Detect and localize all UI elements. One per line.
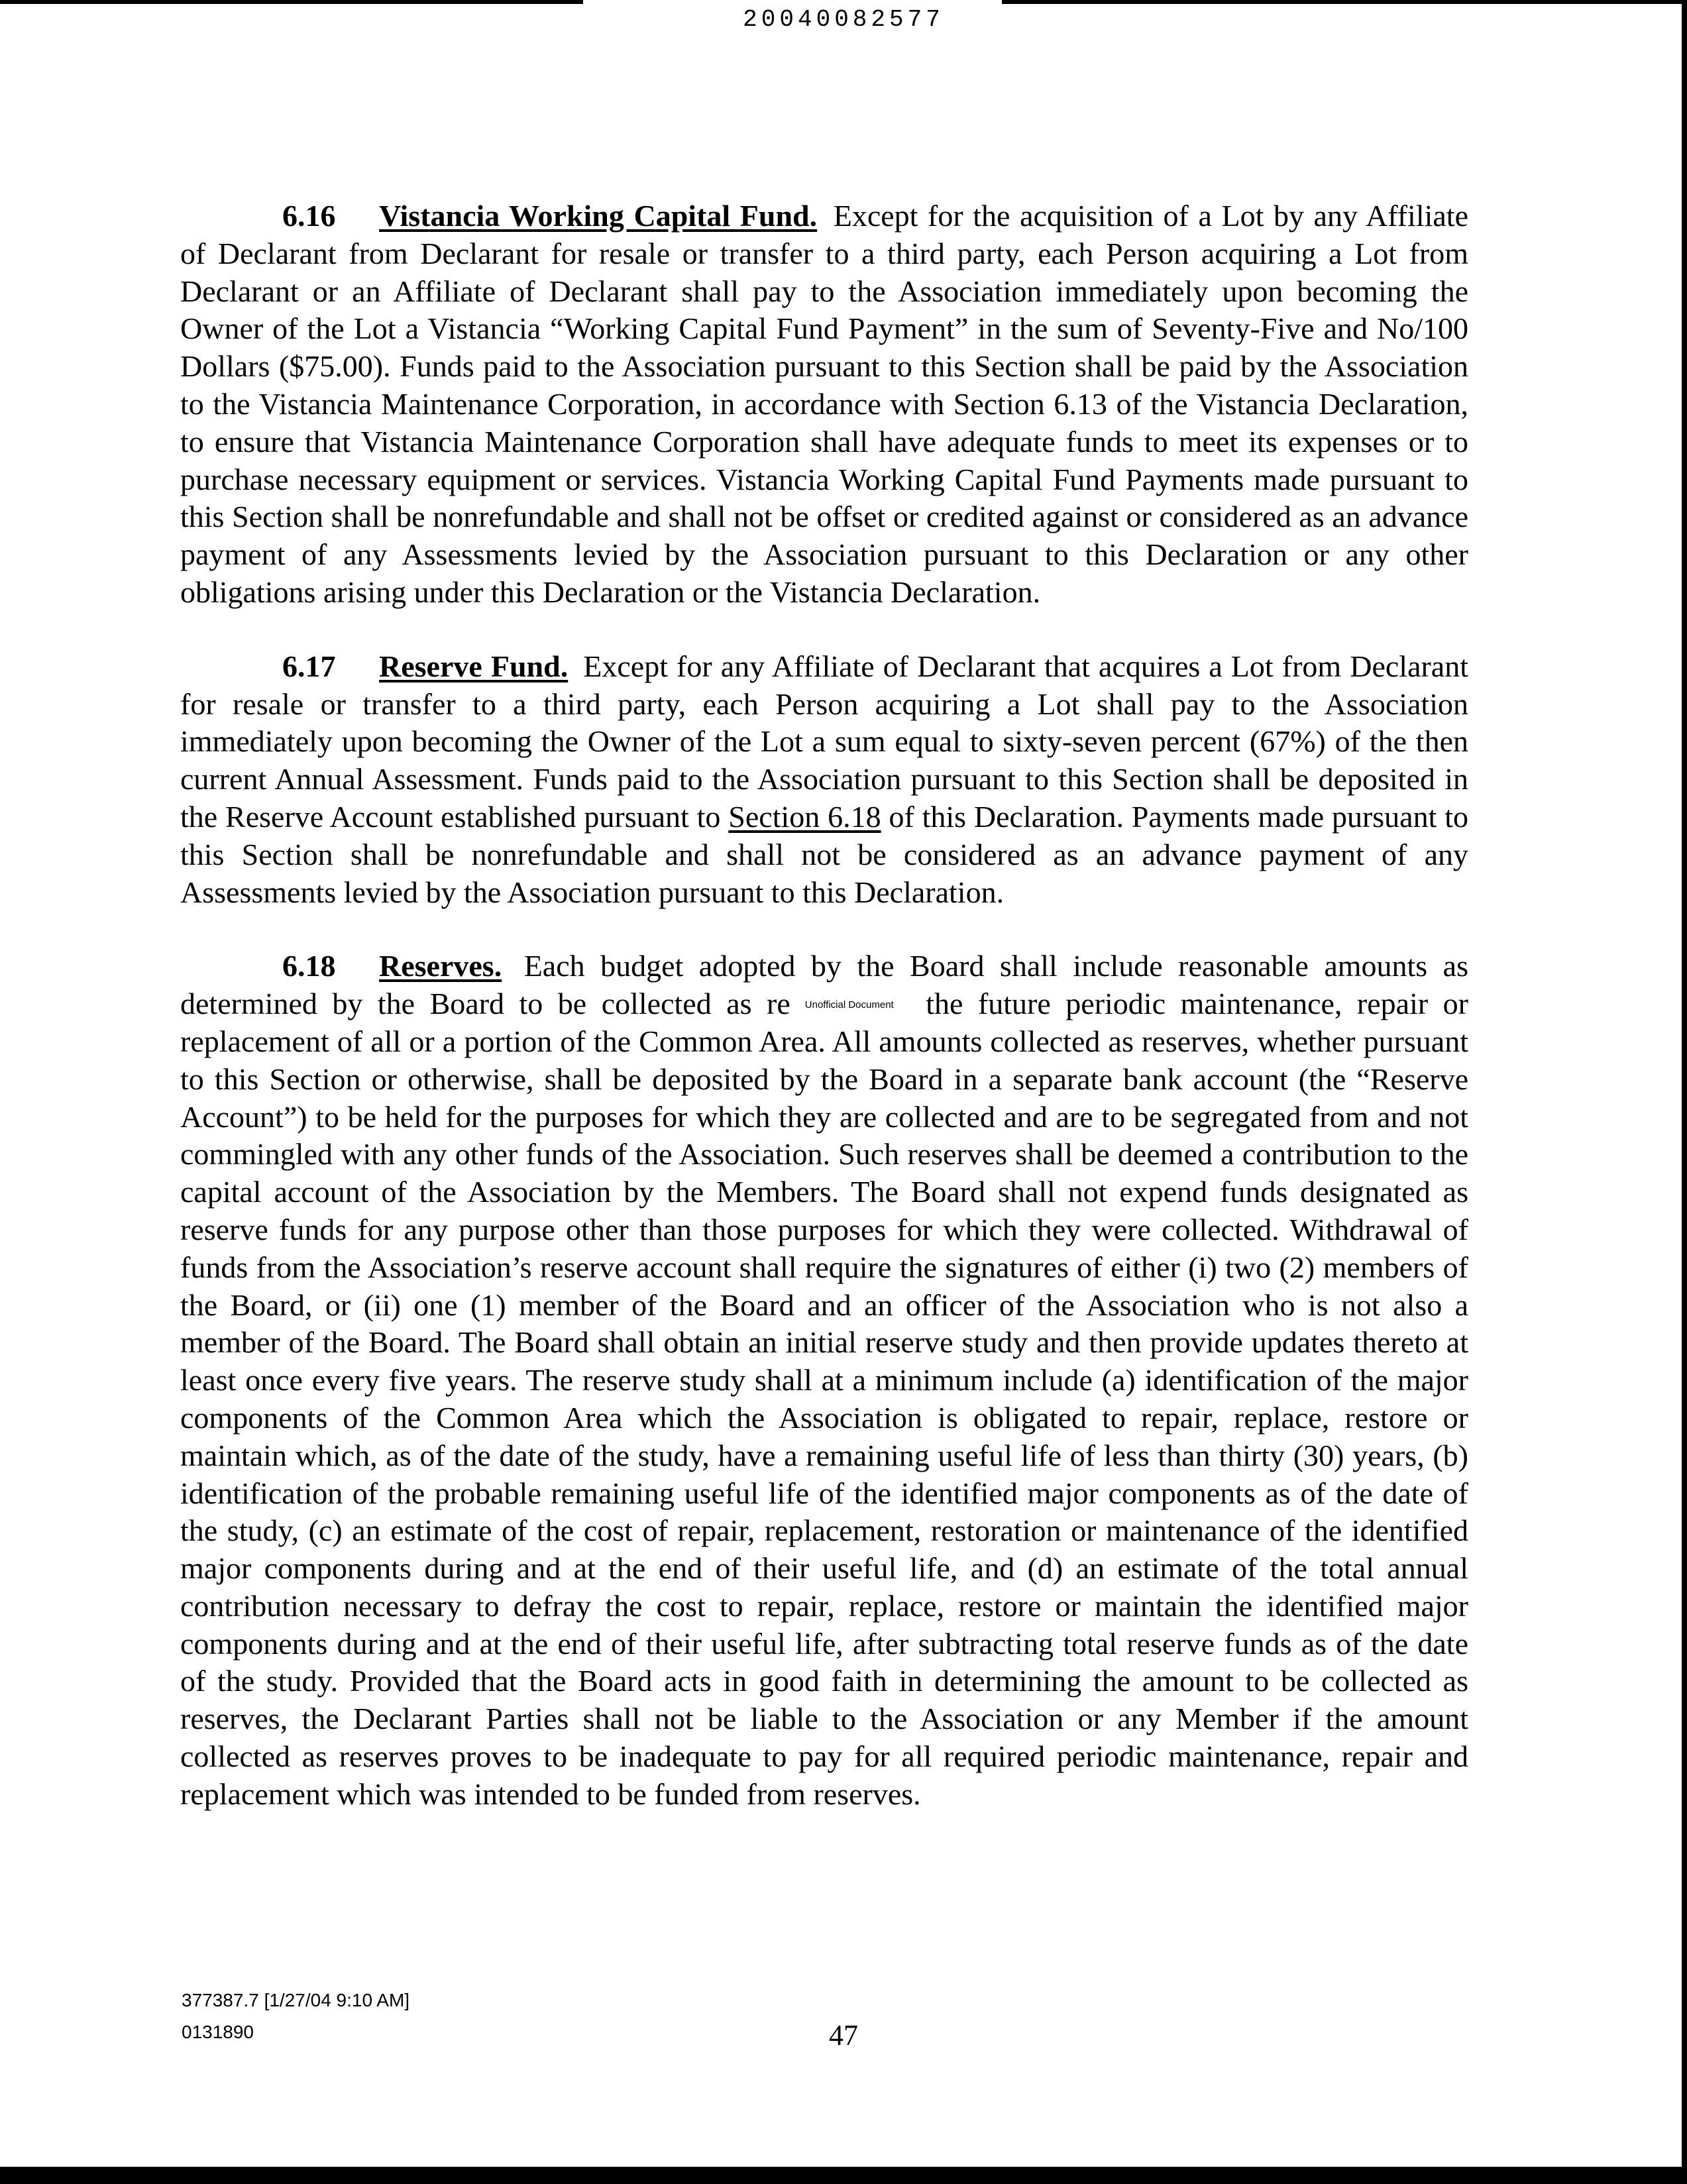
section-heading: Reserve Fund. (379, 649, 569, 683)
section-number: 6.18 (282, 949, 336, 983)
page-edge (1682, 0, 1687, 2184)
page-body (180, 197, 1468, 1850)
section-text: Except for any Affiliate of Declarant that acquires a Lot from Declarant for resale or transfer to a third party, each Person acquiring a Lot shall pay to the Association immediately upon becoming the Owner of the Lot a sum equal to sixty-seven percent (67%) of the then current Annual Assessment. Funds paid to the Association pursuant to this Section shall be deposited in the Reserve Account established pursuant to (180, 649, 1468, 834)
section-text: Each budget adopted by the Board shall include reasonable amounts as determined by the Board to be collected as re (180, 949, 1468, 1021)
page-number: 47 (829, 2019, 858, 2051)
section-text: Except for the acquisition of a Lot by any Affiliate of Declarant from Declarant for resale or transfer to a third party, each Person acquiring a Lot from Declarant or an Affiliate of Declarant shall pay to the Association immediately upon becoming the Owner of the Lot a Vistancia “Working Capital Fund Payment” in the sum of Seventy-Five and No/100 Dollars ($75.00). Funds paid to the Association pursuant to this Section shall be paid by the Association to the Vistancia Maintenance Corporation, in accordance with Section 6.13 of the Vistancia Declaration, to ensure that Vistancia Maintenance Corporation shall have adequate funds to meet its expenses or to purchase necessary equipment or services. Vistancia Working Capital Fund Payments made pursuant to this Section shall be nonrefundable and shall not be offset or credited against or considered as an advance payment of any Assessments levied by the Association pursuant to this Declaration or any other obligations arising under this Declaration or the Vistancia Declaration. (180, 199, 1468, 609)
unofficial-document-stamp (790, 990, 908, 1016)
footer-client-id: 0131890 (182, 2022, 254, 2042)
section-number: 6.17 (282, 649, 336, 683)
section-text-continued: the future periodic maintenance, repair or replacement of all or a portion of the Common Area. All amounts collected as reserves, whether pursuant to this Section or otherwise, shall be deposited by the Board in a separate bank account (the “Reserve Account”) to be held for the purposes for which they are collected and are to be segregated from and not commingled with any other funds of the Association. Such reserves shall be deemed a contribution to the capital account of the Association by the Members. The Board shall not expend funds designated as reserve funds for any purpose other than those purposes for which they were collected. Withdrawal of funds from the Association’s reserve account shall require the signatures of either (i) two (2) members of the Board, or (ii) one (1) member of the Board and an officer of the Association who is not also a member of the Board. The Board shall obtain an initial reserve study and then provide updates thereto at least once every five years. The reserve study shall at a minimum include (a) identification of the major components of the Common Area which the Association is obligated to repair, replace, restore or maintain which, as of the date of the study, have a remaining useful life of less than thirty (30) years, (b) identification of the probable remaining useful life of the identified major components as of the date of the study, (c) an estimate of the cost of repair, replacement, restoration or maintenance of the identified major components during and at the end of their useful life, and (d) an estimate of the total annual contribution necessary to defray the cost to repair, replace, restore or maintain the identified major components during and at the end of their useful life, after subtracting total reserve funds as of the date of the study. Provided that the Board acts in good faith in determining the amount to be collected as reserves, the Declarant Parties shall not be liable to the Association or any Member if the amount collected as reserves proves to be inadequate to pay for all required periodic maintenance, repair and replacement which was intended to be funded from reserves. (180, 987, 1468, 1811)
stamp-label: Unofficial Document (804, 999, 894, 1011)
section-reference-link[interactable]: Section 6.18 (728, 799, 881, 834)
section-number: 6.16 (282, 199, 336, 233)
section-heading: Reserves. (379, 949, 502, 983)
section-text-continued: of this Declaration. Payments made pursuant to this Section shall be nonrefundable and shall not be considered as an advance payment of any Assessments levied by the Association pursuant to this Declaration. (180, 799, 1468, 909)
section-6-17 (180, 648, 1468, 912)
section-6-16 (180, 197, 1468, 612)
section-heading: Vistancia Working Capital Fund. (379, 199, 818, 233)
document-number: 20040082577 (743, 6, 944, 33)
section-6-18 (180, 948, 1468, 1813)
bottom-border (0, 2167, 1687, 2184)
footer-document-id: 377387.7 [1/27/04 9:10 AM] (182, 1990, 410, 2010)
